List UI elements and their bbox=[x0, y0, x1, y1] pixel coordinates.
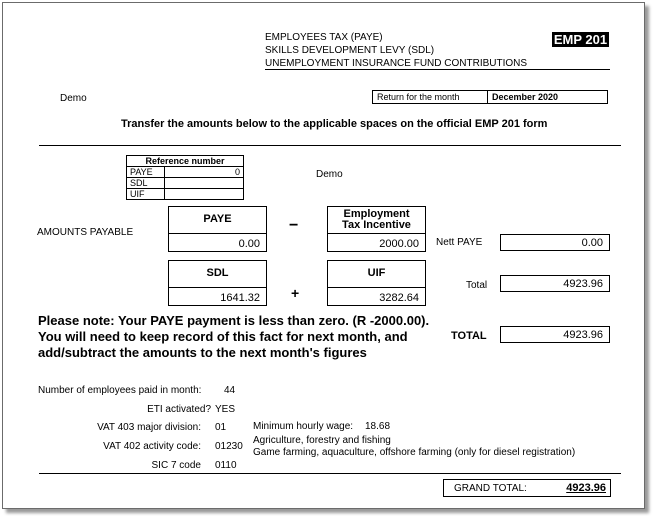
vat402-label: VAT 402 activity code: bbox=[103, 441, 201, 452]
return-month-label: Return for the month bbox=[377, 92, 460, 102]
uif-value: 3282.64 bbox=[379, 292, 419, 304]
nett-paye-box bbox=[500, 234, 610, 251]
reference-value-uif bbox=[164, 189, 243, 200]
eti-activated-value: YES bbox=[215, 404, 236, 415]
eti-value: 2000.00 bbox=[379, 238, 419, 250]
box-divider bbox=[169, 287, 266, 288]
box-divider bbox=[169, 233, 266, 234]
note-line-1: Please note: Your PAYE payment is less than zero. (R -2000.00). bbox=[38, 313, 430, 328]
min-wage-value: 18.68 bbox=[365, 421, 391, 432]
total-box bbox=[500, 275, 610, 292]
sdl-value: 1641.32 bbox=[220, 292, 260, 304]
table-row bbox=[127, 178, 244, 189]
vat402-value: 01230 bbox=[215, 441, 243, 452]
return-month-label-box bbox=[372, 90, 488, 104]
return-month-value: December 2020 bbox=[492, 92, 559, 102]
table-row bbox=[127, 189, 244, 200]
grand-total-box bbox=[443, 479, 611, 497]
total2-box bbox=[500, 326, 610, 343]
employees-label: Number of employees paid in month: bbox=[38, 385, 202, 396]
reference-value-sdl bbox=[164, 178, 243, 189]
uif-box bbox=[327, 260, 426, 306]
note-line-2: You will need to keep record of this fact for next month, and bbox=[38, 329, 408, 344]
table-row bbox=[127, 167, 244, 178]
plus-sign: + bbox=[291, 285, 300, 301]
separator-bottom bbox=[39, 473, 621, 474]
company-name-2: Demo bbox=[316, 169, 343, 180]
reference-value-paye: 0 bbox=[164, 167, 243, 178]
company-name: Demo bbox=[60, 93, 87, 104]
nett-paye-label: Nett PAYE bbox=[436, 237, 483, 248]
total-value: 4923.96 bbox=[563, 278, 603, 290]
vat403-value: 01 bbox=[215, 422, 227, 433]
separator-top bbox=[39, 145, 621, 146]
total2-label: TOTAL bbox=[451, 330, 487, 342]
minus-sign: − bbox=[289, 217, 299, 234]
activity-line-1: Agriculture, forestry and fishing bbox=[253, 435, 391, 446]
employees-value: 44 bbox=[224, 385, 236, 396]
sic-label: SIC 7 code bbox=[151, 460, 201, 471]
min-wage-label: Minimum hourly wage: bbox=[253, 421, 354, 432]
sdl-label: SDL bbox=[206, 267, 229, 279]
grand-total-label: GRAND TOTAL: bbox=[454, 483, 527, 494]
vat403-label: VAT 403 major division: bbox=[97, 422, 201, 433]
amounts-payable-label: AMOUNTS PAYABLE bbox=[37, 227, 134, 238]
emp201-document bbox=[2, 2, 645, 509]
paye-box bbox=[168, 206, 267, 252]
eti-label: Employment Tax Incentive bbox=[342, 208, 411, 231]
uif-label: UIF bbox=[367, 267, 386, 279]
note-line-3: add/subtract the amounts to the next month's figures bbox=[38, 345, 367, 360]
eti-box bbox=[327, 206, 426, 252]
reference-label-sdl: SDL bbox=[127, 178, 165, 189]
box-divider bbox=[328, 233, 425, 234]
header-uif: UNEMPLOYMENT INSURANCE FUND CONTRIBUTIONS bbox=[265, 58, 528, 69]
box-divider bbox=[328, 287, 425, 288]
activity-line-2: Game farming, aquaculture, offshore farming (only for diesel registration) bbox=[253, 447, 576, 458]
reference-title: Reference number bbox=[127, 156, 244, 167]
total-label: Total bbox=[466, 280, 488, 291]
header-paye: EMPLOYEES TAX (PAYE) bbox=[265, 32, 383, 43]
reference-label-uif: UIF bbox=[127, 189, 165, 200]
sdl-box bbox=[168, 260, 267, 306]
grand-total-value: 4923.96 bbox=[566, 482, 606, 494]
paye-label: PAYE bbox=[203, 213, 232, 225]
header-underline bbox=[265, 69, 610, 70]
reference-label-paye: PAYE bbox=[127, 167, 165, 178]
total2-value: 4923.96 bbox=[563, 329, 603, 341]
instruction-text: Transfer the amounts below to the applicable spaces on the official EMP 201 form bbox=[121, 118, 548, 130]
reference-table bbox=[126, 155, 244, 200]
return-month-value-box bbox=[487, 90, 608, 104]
nett-paye-value: 0.00 bbox=[581, 237, 603, 249]
sic-value: 0110 bbox=[215, 460, 237, 471]
header-sdl: SKILLS DEVELOPMENT LEVY (SDL) bbox=[265, 45, 435, 56]
paye-value: 0.00 bbox=[238, 238, 260, 250]
form-code-badge: EMP 201 bbox=[553, 32, 608, 47]
eti-activated-label: ETI activated? bbox=[147, 404, 211, 415]
